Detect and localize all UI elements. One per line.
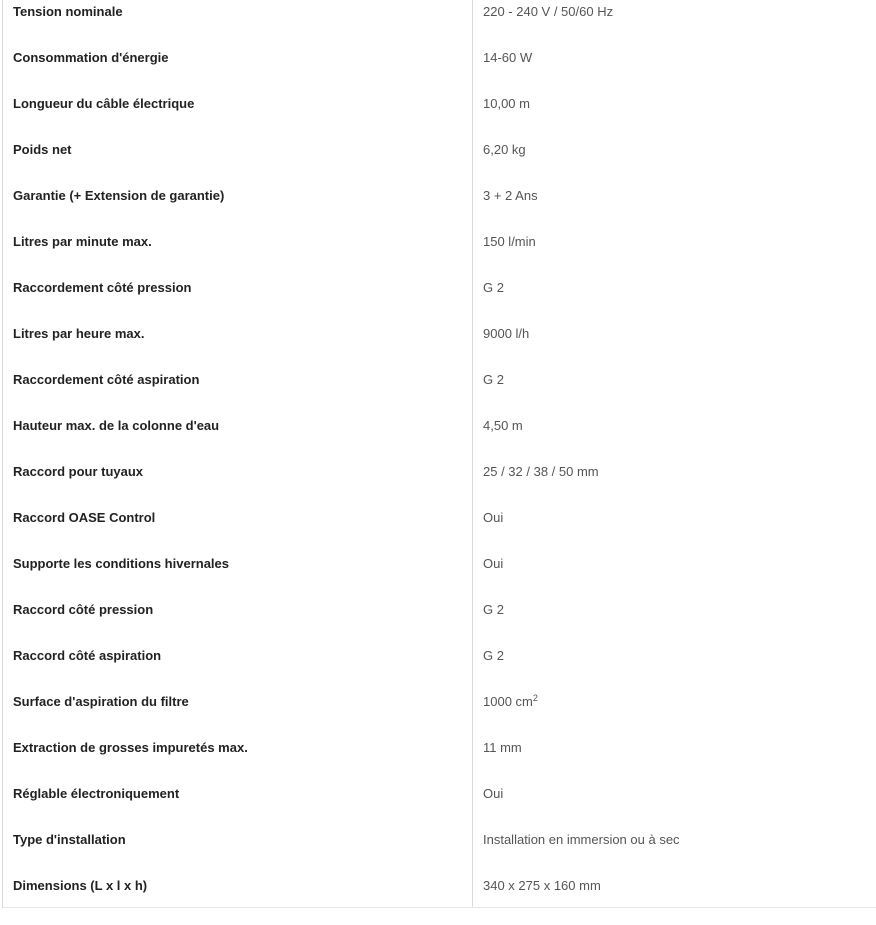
spec-label: Raccord OASE Control: [13, 510, 156, 525]
spec-row: [3, 189, 876, 235]
spec-row: [3, 327, 876, 373]
spec-row: [3, 603, 876, 649]
spec-value: Installation en immersion ou à sec: [483, 832, 680, 847]
spec-row: [3, 51, 876, 97]
spec-value: 9000 l/h: [483, 326, 530, 341]
spec-value: 340 x 275 x 160 mm: [483, 878, 601, 893]
spec-row: [3, 465, 876, 511]
spec-row: [3, 97, 876, 143]
spec-table: [2, 0, 876, 908]
spec-value: G 2: [483, 648, 504, 663]
spec-value: 4,50 m: [483, 418, 523, 433]
spec-label: Type d'installation: [13, 832, 126, 847]
spec-row: [3, 235, 876, 281]
spec-value: G 2: [483, 280, 504, 295]
spec-label: Longueur du câble électrique: [13, 96, 195, 111]
spec-label: Tension nominale: [13, 4, 123, 19]
spec-row: [3, 649, 876, 695]
spec-rows: [3, 5, 876, 925]
spec-value-superscript: 2: [532, 693, 538, 703]
spec-label: Raccord pour tuyaux: [13, 464, 144, 479]
spec-row: [3, 741, 876, 787]
spec-value: G 2: [483, 372, 504, 387]
spec-label: Litres par heure max.: [13, 326, 145, 341]
spec-value: G 2: [483, 602, 504, 617]
spec-value: 14-60 W: [483, 50, 533, 65]
spec-label: Litres par minute max.: [13, 234, 152, 249]
spec-value-text: 1000 cm: [483, 694, 533, 709]
spec-value: 3 + 2 Ans: [483, 188, 538, 203]
spec-label: Consommation d'énergie: [13, 50, 169, 65]
spec-label: Supporte les conditions hivernales: [13, 556, 229, 571]
spec-row: [3, 557, 876, 603]
spec-label: Raccord côté pression: [13, 602, 154, 617]
spec-label: Extraction de grosses impuretés max.: [13, 740, 248, 755]
spec-label: Raccordement côté aspiration: [13, 372, 200, 387]
spec-value: 10,00 m: [483, 96, 530, 111]
spec-label: Réglable électroniquement: [13, 786, 180, 801]
spec-value: 220 - 240 V / 50/60 Hz: [483, 4, 614, 19]
spec-value: 150 l/min: [483, 234, 536, 249]
spec-row: [3, 373, 876, 419]
spec-label: Hauteur max. de la colonne d'eau: [13, 418, 220, 433]
spec-row: [3, 511, 876, 557]
spec-row: [3, 833, 876, 879]
spec-value: 25 / 32 / 38 / 50 mm: [483, 464, 599, 479]
spec-value: Oui: [483, 786, 504, 801]
spec-label: Raccord côté aspiration: [13, 648, 162, 663]
spec-label: Surface d'aspiration du filtre: [13, 694, 189, 709]
spec-value: Oui: [483, 510, 504, 525]
spec-value: 6,20 kg: [483, 142, 526, 157]
spec-row: [3, 695, 876, 741]
spec-label: Poids net: [13, 142, 72, 157]
spec-row: [3, 787, 876, 833]
spec-row: [3, 419, 876, 465]
spec-row: [3, 5, 876, 51]
spec-row: [3, 281, 876, 327]
spec-row: [3, 879, 876, 925]
spec-label: Garantie (+ Extension de garantie): [13, 188, 225, 203]
spec-value: [473, 695, 876, 708]
spec-value: 11 mm: [483, 740, 522, 755]
spec-label: Dimensions (L x l x h): [13, 878, 148, 893]
spec-label: Raccordement côté pression: [13, 280, 192, 295]
spec-value: Oui: [483, 556, 504, 571]
spec-row: [3, 143, 876, 189]
